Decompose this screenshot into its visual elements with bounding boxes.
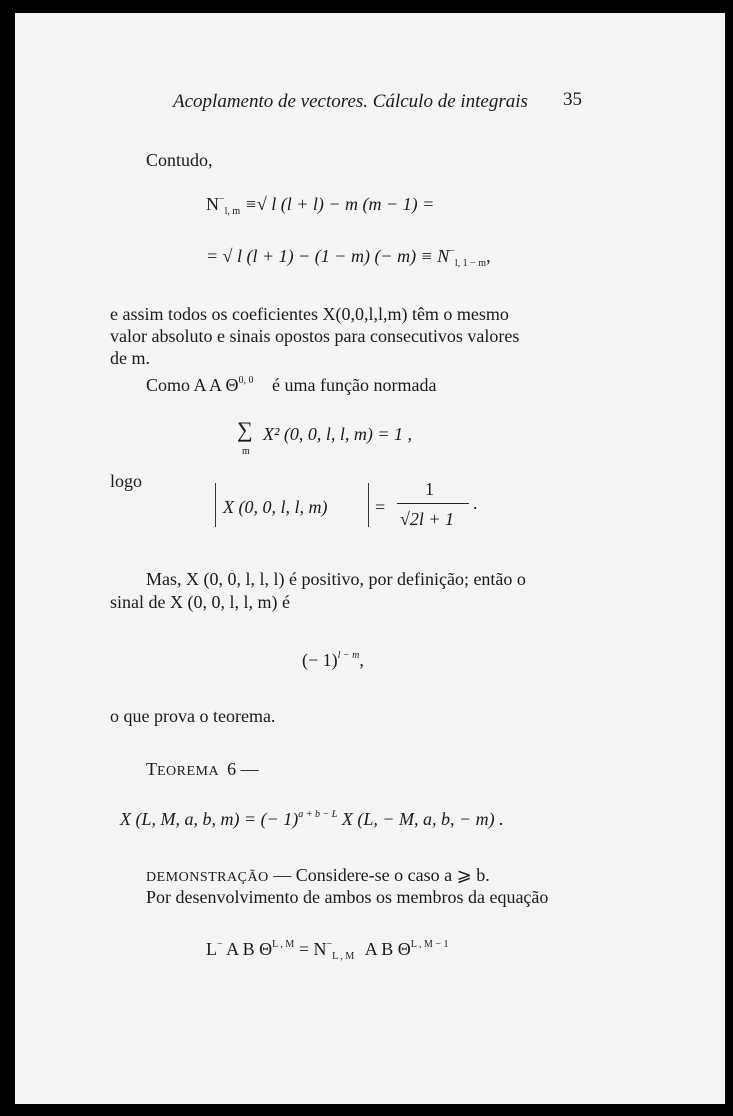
prova-text: o que prova o teorema. [110,706,276,726]
fraction-numerator: 1 [425,479,434,499]
theorem-eq-exp: a + b − L [298,809,338,820]
fraction-denominator: √2l + 1 [400,509,455,529]
eq2-end: , [486,246,491,266]
como-sup: 0, 0 [238,375,254,386]
sign-end: , [359,650,364,670]
para1-line1: e assim todos os coeficientes X(0,0,l,l,m) têm o mesmo [110,304,509,324]
contudo-text: Contudo, [146,150,213,170]
final-abt-sup: L , M [272,939,295,950]
abs-bar-right [368,483,369,527]
demonstracao-label: DEMONSTRAÇÃO [146,870,269,885]
teorema-first-letter: T [146,759,157,779]
final-abt2-sup: L , M − 1 [410,939,449,950]
theorem-equation [120,809,504,830]
final-N-sup: − [326,939,333,950]
sum-index: m [242,446,250,457]
eq2-main: = √ l (l + 1) − (1 − m) (− m) ≡ N [206,246,450,266]
eq1-symbol: N [206,194,219,214]
abs-eq-end: . [473,493,478,513]
sign-exp: l − m [337,650,360,661]
abs-eq-equals: = [375,497,386,517]
theorem-eq-rhs: X (L, − M, a, b, − m) . [341,809,504,829]
como-rest: é uma função normada [272,375,437,395]
final-eq: = N [298,939,327,959]
para1-line3: de m. [110,348,150,368]
como-text: Como A A Θ [146,375,239,395]
teorema-rest: EOREMA [157,764,220,779]
final-L-sup: − [217,939,223,950]
eq1-sub: l, m [224,206,241,217]
final-equation [206,939,449,962]
mas-line1: Mas, X (0, 0, l, l, l) é positivo, por definição; então o [146,569,526,589]
equation-1 [206,194,434,217]
final-L: L [206,939,217,959]
sum-symbol: ∑ [237,417,253,442]
eq1-rest: ≡√ l (l + l) − m (m − 1) = [244,194,435,214]
final-N-sub: L , M [332,951,355,962]
eq2-sub: l, 1 − m [454,258,487,269]
theorem-eq-lhs: X (L, M, a, b, m) = (− 1) [120,809,299,829]
por-line: Por desenvolvimento de ambos os membros da equação [146,887,549,907]
fraction-bar [397,503,469,504]
book-page [15,13,725,1104]
equation-2 [206,246,491,269]
para1-line2: valor absoluto e sinais opostos para consecutivos valores [110,326,520,346]
page-number: 35 [563,89,582,110]
sign-base: (− 1) [302,650,338,670]
demonstracao-text: — Considere-se o caso a ⩾ b. [273,865,490,885]
teorema-heading [146,759,259,780]
final-abt2: A B Θ [364,939,411,959]
teorema-number: 6 — [227,759,259,779]
abs-bar-left [215,483,216,527]
sum-equation: X² (0, 0, l, l, m) = 1 , [263,424,413,444]
running-title: Acoplamento de vectores. Cálculo de integrais [173,91,528,112]
sign-expression [302,650,364,671]
mas-line2: sinal de X (0, 0, l, l, m) é [110,592,290,612]
logo-text: logo [110,471,143,491]
como-line [146,370,436,396]
eq2-sup: − [449,246,455,257]
final-abt: A B Θ [226,939,273,959]
eq1-sup: − [219,194,225,205]
abs-eq-lhs: X (0, 0, l, l, m) [223,497,328,517]
